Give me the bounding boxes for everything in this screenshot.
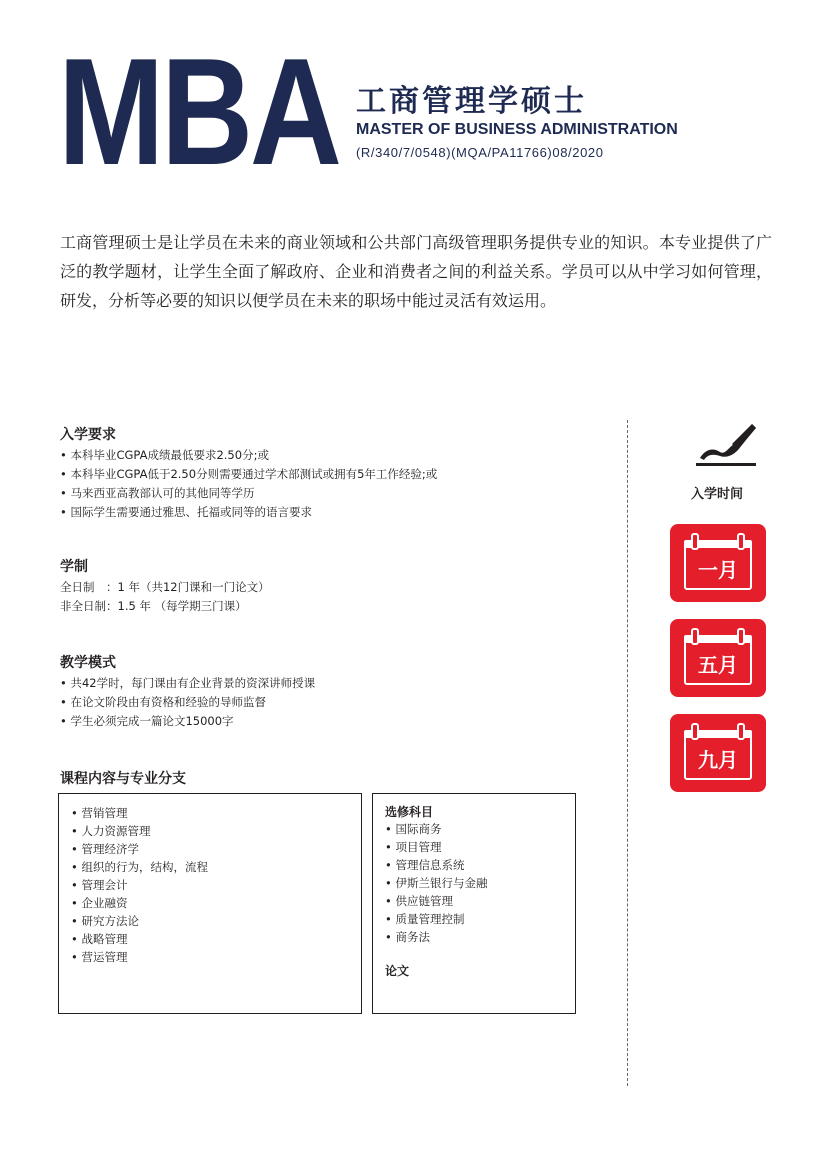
list-item: • 战略管理 — [71, 930, 361, 948]
elective-list — [385, 820, 575, 946]
list-item: • 管理会计 — [71, 876, 361, 894]
pen-writing-icon — [692, 418, 760, 470]
duration-title: 学制 — [60, 559, 88, 575]
program-title-cn: 工商管理学硕士 — [356, 84, 587, 119]
calendar-ring — [691, 723, 699, 740]
calendar-ring — [737, 533, 745, 550]
intake-label: 入学时间 — [690, 487, 743, 502]
duration-parttime: 非全日制：1.5 年 （每学期三门课） — [60, 599, 247, 613]
intake-month-january: 一月 — [684, 540, 752, 590]
intake-month-september: 九月 — [684, 730, 752, 780]
list-item: • 管理经济学 — [71, 840, 361, 858]
courses-title: 课程内容与专业分支 — [60, 771, 186, 787]
calendar-ring — [691, 628, 699, 645]
calendar-ring — [691, 533, 699, 550]
calendar-ring — [737, 723, 745, 740]
accreditation-code: (R/340/7/0548)(MQA/PA11766)08/2020 — [356, 145, 604, 160]
elective-courses-box — [372, 793, 576, 1014]
teaching-mode-section — [60, 652, 315, 731]
list-item: • 研究方法论 — [71, 912, 361, 930]
list-item: • 营销管理 — [71, 804, 361, 822]
list-item: • 供应链管理 — [385, 892, 575, 910]
list-item: • 共42学时，每门课由有企业背景的资深讲师授课 — [60, 674, 315, 693]
list-item: • 营运管理 — [71, 948, 361, 966]
list-item: • 本科毕业CGPA低于2.50分则需要通过学术部测试或拥有5年工作经验;或 — [60, 465, 437, 484]
list-item: • 伊斯兰银行与金融 — [385, 874, 575, 892]
list-item: • 本科毕业CGPA成绩最低要求2.50分;或 — [60, 446, 437, 465]
calendar-icon-january — [670, 524, 766, 602]
list-item: • 管理信息系统 — [385, 856, 575, 874]
calendar-icon-september — [670, 714, 766, 792]
intake-month-may: 五月 — [684, 635, 752, 685]
teaching-mode-list — [60, 674, 315, 731]
duration-fulltime: 全日制 ：1 年（共12门课和一门论文） — [60, 580, 270, 594]
program-title-en: MASTER OF BUSINESS ADMINISTRATION — [356, 121, 678, 138]
program-intro: 工商管理硕士是让学员在未来的商业领域和公共部门高级管理职务提供专业的知识。本专业提供了广泛的教学题材，让学生全面了解政府、企业和消费者之间的利益关系。学员可以从中学习如何管理，研发，分析等必要的知识以便学员在未来的职场中能过灵活有效运用。 — [60, 233, 772, 310]
list-item: • 在论文阶段由有资格和经验的导师监督 — [60, 693, 315, 712]
list-item: • 组织的行为，结构，流程 — [71, 858, 361, 876]
mba-logo: MBA — [58, 27, 339, 197]
duration-section — [60, 556, 270, 616]
admission-section — [60, 424, 437, 522]
admission-list — [60, 446, 437, 522]
list-item: • 人力资源管理 — [71, 822, 361, 840]
list-item: • 国际学生需要通过雅思、托福或同等的语言要求 — [60, 503, 437, 522]
list-item: • 学生必须完成一篇论文15000字 — [60, 712, 315, 731]
calendar-ring — [737, 628, 745, 645]
teaching-mode-title: 教学模式 — [60, 655, 116, 671]
list-item: • 马来西亚高教部认可的其他同等学历 — [60, 484, 437, 503]
thesis-label: 论文 — [385, 964, 410, 978]
core-courses-list — [71, 804, 361, 966]
calendar-icon-may — [670, 619, 766, 697]
list-item: • 质量管理控制 — [385, 910, 575, 928]
admission-title: 入学要求 — [60, 427, 116, 443]
core-courses-box — [58, 793, 362, 1014]
list-item: • 国际商务 — [385, 820, 575, 838]
list-item: • 项目管理 — [385, 838, 575, 856]
dashed-divider — [627, 420, 628, 1086]
elective-title: 选修科目 — [385, 805, 434, 819]
list-item: • 商务法 — [385, 928, 575, 946]
list-item: • 企业融资 — [71, 894, 361, 912]
